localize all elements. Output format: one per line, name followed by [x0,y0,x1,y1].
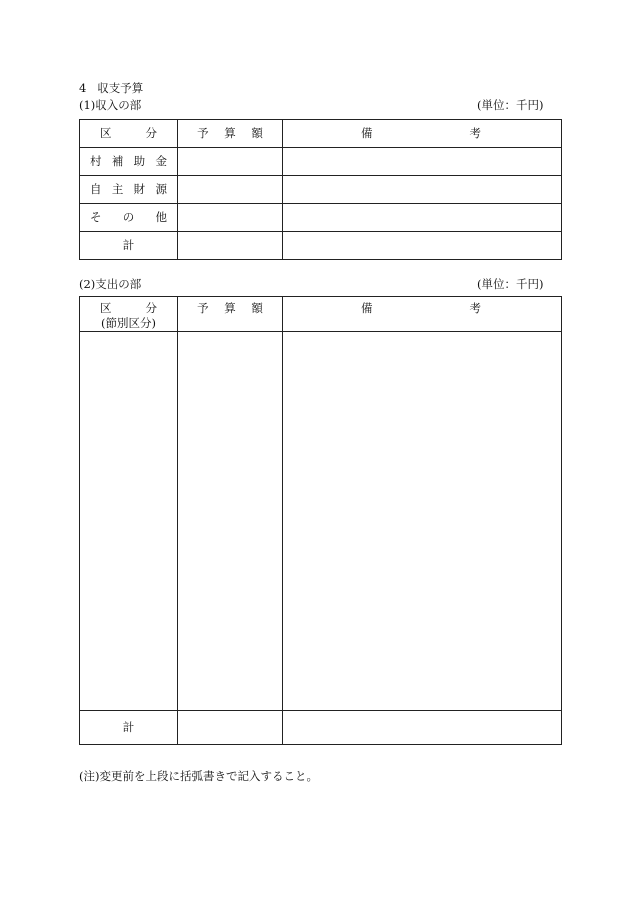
label-char: 主 [111,182,124,197]
label-char: 財 [133,182,146,197]
income-remarks-cell[interactable] [283,148,562,176]
header-bun: 分 [145,301,157,315]
income-budget-cell[interactable] [178,148,283,176]
income-budget-cell[interactable] [178,204,283,232]
label-char: 補 [111,154,124,169]
income-total-budget-cell[interactable] [178,232,283,260]
income-total-remarks-cell[interactable] [283,232,562,260]
income-unit: (単位：千円) [477,98,544,112]
header-bi: 備 [361,126,373,141]
expense-header-budget: 予 算 額 [178,297,283,332]
expense-total-remarks-cell[interactable] [283,710,562,744]
expense-row-total [80,710,562,744]
income-row-village-subsidy [80,148,562,176]
income-header-remarks [283,120,562,148]
expense-unit: (単位：千円) [477,277,544,291]
expense-category-cell[interactable] [80,331,178,710]
expense-table [79,296,562,745]
header-bun: 分 [145,126,157,141]
expense-total-label: 計 [80,710,178,744]
income-total-label: 計 [80,232,178,260]
income-row-other [80,204,562,232]
footnote: (注)変更前を上段に括弧書きで記入すること。 [79,769,318,783]
income-row-own-funds [80,176,562,204]
income-row-total [80,232,562,260]
label-char: 金 [155,154,167,169]
section-title [79,83,143,95]
label-char: 自 [90,182,102,197]
expense-body-row [80,331,562,710]
income-remarks-cell[interactable] [283,204,562,232]
expense-header-sub: (節別区分) [101,316,156,331]
income-header-row [80,120,562,148]
header-ku: 区 [100,301,112,315]
income-row-label [80,176,178,204]
label-char: 源 [155,182,167,197]
expense-total-budget-cell[interactable] [178,710,283,744]
income-table [79,119,562,260]
header-kou: 考 [469,126,481,141]
income-header-budget: 予 算 額 [178,120,283,148]
income-budget-cell[interactable] [178,176,283,204]
section-number: 4 [79,81,87,95]
income-row-label [80,204,178,232]
label-char: そ [90,210,102,225]
header-bi: 備 [361,301,373,315]
income-heading: (1)収入の部 [79,98,142,112]
expense-heading: (2)支出の部 [79,277,142,291]
expense-remarks-cell[interactable] [283,331,562,710]
section-name: 収支予算 [97,81,144,95]
expense-header-remarks [283,297,562,332]
income-remarks-cell[interactable] [283,176,562,204]
expense-header-row [80,297,562,332]
income-row-label [80,148,178,176]
label-char: 他 [155,210,167,225]
header-kou: 考 [469,301,481,315]
header-ku: 区 [100,126,112,141]
expense-budget-cell[interactable] [178,331,283,710]
label-char: 村 [90,154,102,169]
income-header-category [80,120,178,148]
label-char: の [122,210,135,225]
label-char: 助 [133,154,146,169]
expense-header-category [80,297,178,332]
